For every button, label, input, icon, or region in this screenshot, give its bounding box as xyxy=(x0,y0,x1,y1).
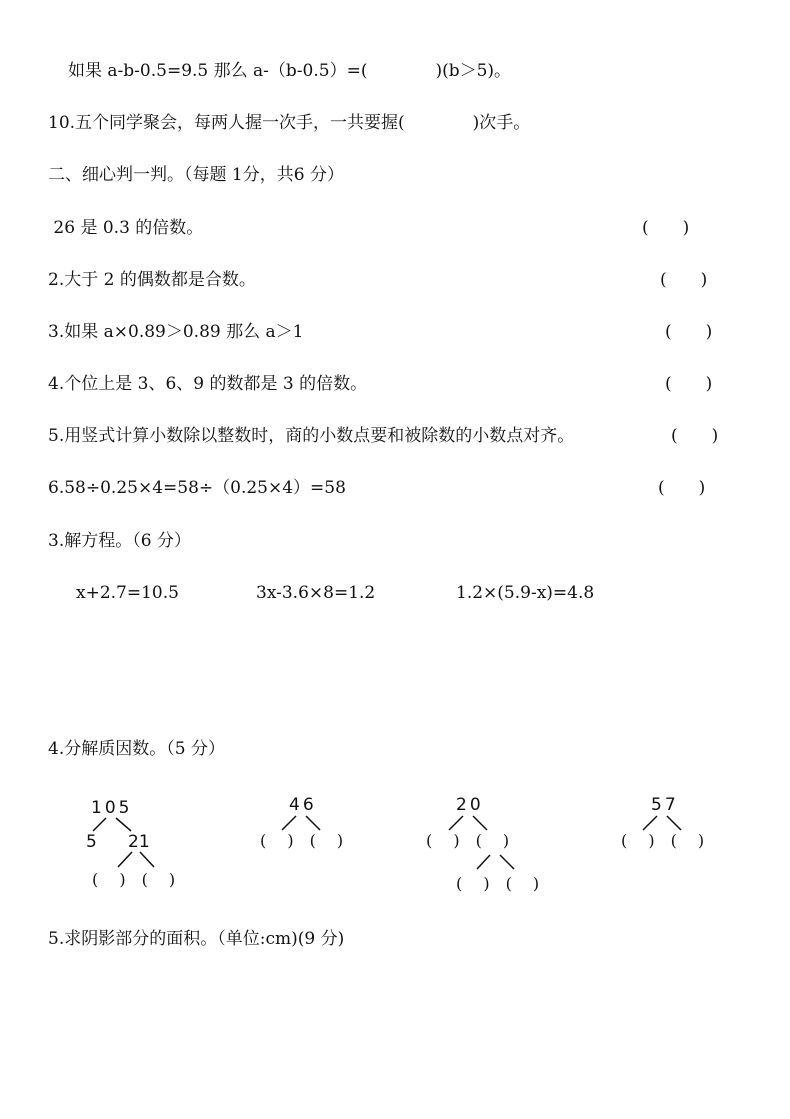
judge-answer-blank-1[interactable]: ( ) xyxy=(642,218,690,238)
tree-1-sub-right-branch xyxy=(140,852,154,867)
judge-answer-blank-3[interactable]: ( ) xyxy=(665,322,713,342)
judge-item-2: 2.大于 2 的偶数都是合数。 xyxy=(48,270,256,290)
tree-1-left-factor: 5 xyxy=(86,832,97,852)
tree-4-root: 57 xyxy=(651,795,679,815)
judge-item-1: 26 是 0.3 的倍数。 xyxy=(48,218,204,238)
tree-4-answer-blanks[interactable]: ( ) ( ) xyxy=(621,831,705,850)
judge-answer-blank-4[interactable]: ( ) xyxy=(665,374,713,394)
judge-answer-blank-5[interactable]: ( ) xyxy=(671,426,719,446)
tree-1-root: 105 xyxy=(91,798,133,818)
tree-3-answer-blanks[interactable]: ( ) ( ) xyxy=(426,831,510,850)
tree-2-left-branch xyxy=(282,816,296,830)
equation-2: 3x-3.6×8=1.2 xyxy=(256,583,376,603)
section-4-heading: 4.分解质因数。（5 分） xyxy=(48,739,225,759)
tree-3-right-branch xyxy=(473,816,487,830)
judge-answer-blank-6[interactable]: ( ) xyxy=(658,478,706,498)
judge-answer-blank-2[interactable]: ( ) xyxy=(660,270,708,290)
tree-2-answer-blanks[interactable]: ( ) ( ) xyxy=(260,831,344,850)
tree-2-right-branch xyxy=(306,816,320,830)
question-10: 10.五个同学聚会，每两人握一次手，一共要握( )次手。 xyxy=(48,113,531,133)
tree-3-sub-answer-blanks[interactable]: ( ) ( ) xyxy=(456,874,540,893)
tree-1-answer-blanks[interactable]: ( ) ( ) xyxy=(92,870,176,889)
tree-1-right-factor: 21 xyxy=(128,832,150,852)
tree-4-left-branch xyxy=(643,816,657,830)
judge-item-4: 4.个位上是 3、6、9 的数都是 3 的倍数。 xyxy=(48,374,368,394)
section-5-heading: 5.求阴影部分的面积。（单位:cm)(9 分) xyxy=(48,929,345,949)
equation-1: x+2.7=10.5 xyxy=(76,583,179,603)
judge-item-3: 3.如果 a×0.89＞0.89 那么 a＞1 xyxy=(48,322,304,342)
tree-1-sub-left-branch xyxy=(118,852,132,867)
judge-item-6: 6.58÷0.25×4=58÷（0.25×4）=58 xyxy=(48,478,346,498)
tree-3-root: 20 xyxy=(456,795,484,815)
section-3-heading: 3.解方程。（6 分） xyxy=(48,531,191,551)
tree-3-sub-left-branch xyxy=(477,855,490,869)
section-2-heading: 二、细心判一判。（每题 1分，共6 分） xyxy=(48,165,344,185)
tree-1-left-branch xyxy=(93,818,106,831)
tree-4-right-branch xyxy=(667,816,681,830)
tree-2-root: 46 xyxy=(289,795,317,815)
equation-3: 1.2×(5.9-x)=4.8 xyxy=(456,583,595,603)
judge-item-5: 5.用竖式计算小数除以整数时，商的小数点要和被除数的小数点对齐。 xyxy=(48,426,575,446)
tree-1-right-branch xyxy=(116,818,131,831)
question-9: 如果 a-b-0.5=9.5 那么 a-（b-0.5）=( )(b＞5)。 xyxy=(68,61,512,81)
tree-3-sub-right-branch xyxy=(500,855,514,869)
tree-3-left-branch xyxy=(449,816,463,830)
